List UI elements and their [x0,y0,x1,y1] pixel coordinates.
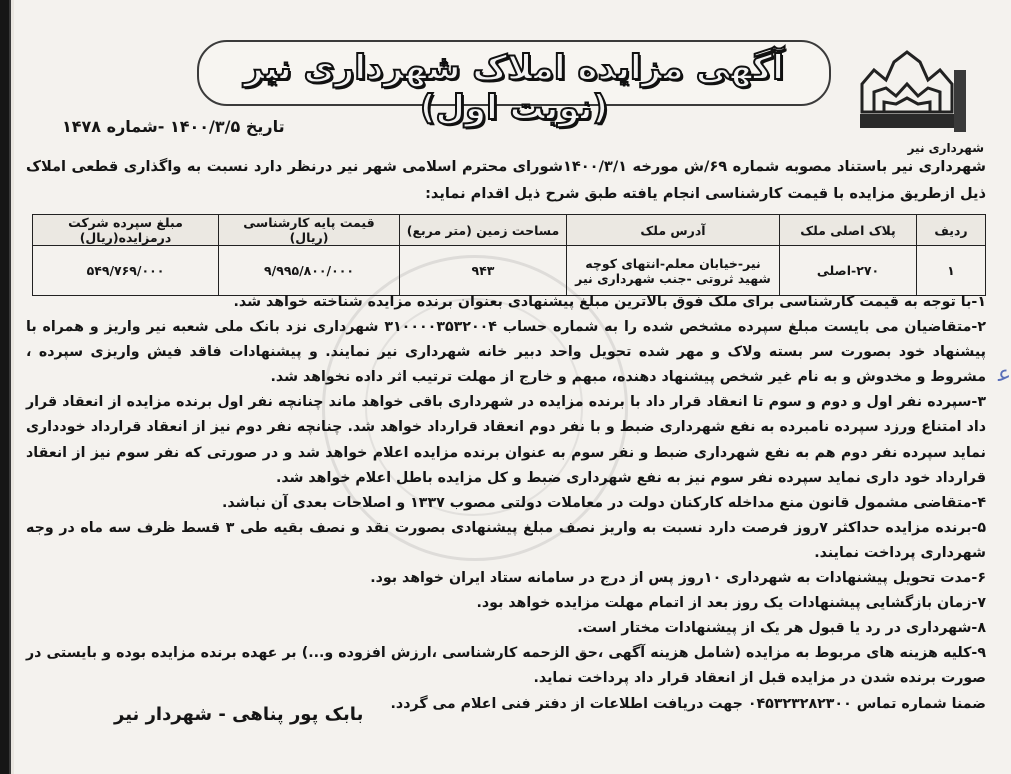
table-header-cell: ردیف [917,215,986,246]
table-header-cell: آدرس ملک [567,215,780,246]
condition-item: ۹-کلیه هزینه های مربوط به مزایده (شامل هزینه آگهی ،حق الزحمه کارشناسی ،ارزش افزوده و...) بر عهده برنده مزایده بوده و بایستی در صورت برنده شدن در مزایده قبل از انعقاد قرار داد پرداخت نماید. [26,645,986,687]
condition-item: ۴-متقاضی مشمول قانون منع مداخله کارکنان دولت در معاملات دولتی مصوب ۱۳۳۷ و اصلاحات بعدی آن نباشد. [221,494,986,511]
table-cell: نیر-خیابان معلم-انتهای کوچه شهید ثروتی -جنب شهرداری نیر [567,246,780,296]
table-header-cell: پلاک اصلی ملک [780,215,917,246]
condition-item: ۵-برنده مزایده حداکثر ۷روز فرصت دارد نسبت به واریز نصف مبلغ پیشنهادی بصورت نقد و نصف بقیه طی ۳ قسط ظرف سه ماه در وجه شهرداری پرداخت نمایند. [26,519,986,561]
page-left-border [0,0,14,774]
intro-paragraph: شهرداری نیر باستناد مصوبه شماره ۶۹/ش مورخه ۱۴۰۰/۳/۱شورای محترم اسلامی شهر نیر درنظر دارد نسبت به واگذاری قطعی املاک ذیل ازطریق مزایده با قیمت کارشناسی انجام یافته طبق شرح ذیل اقدام نماید: [26,158,986,202]
condition-item: ۶-مدت تحویل پیشنهادات به شهرداری ۱۰روز پس از درج در سامانه ستاد ایران خواهد بود. [370,570,986,587]
table-cell: ۱ [917,246,986,296]
table-cell: ۹/۹۹۵/۸۰۰/۰۰۰ [219,246,400,296]
notice-title: آگهی مزایده املاک شهرداری نیر (نوبت اول) [244,48,784,128]
condition-item: ۱-با توجه به قیمت کارشناسی برای ملک فوق بالاترین مبلغ پیشنهادی بعنوان برنده مزایده شناخته خواهد شد. [233,294,986,310]
condition-item: ۸-شهرداری در رد یا قبول هر یک از پیشنهادات مختار است. [577,620,986,637]
title-banner [197,40,831,128]
table-row [33,246,986,296]
contact-note: ضمنا شماره تماس ۰۴۵۳۲۳۲۸۲۳۰۰ جهت دریافت اطلاعات از دفتر فنی اعلام می گردد. [390,695,986,712]
condition-item: ۲-متقاضیان می بایست مبلغ سپرده مشخص شده را به شماره حساب ۳۱۰۰۰۰۳۵۳۲۰۰۴ شهرداری نزد بانک ملی شعبه نیر واریز و همراه با پیشنهاد خود بصورت سر بسته ولاک و مهر شده تحویل واحد دبیر خانه شهرداری نیر نمایند. و پیشنهادات فاقد فیش واریزی سپرده ، مشروط و مخدوش و به نام غیر شخص پیشنهاد دهنده، مبهم و خارج از مهلت ترتیب اثر داده نخواهد شد. [26,319,986,386]
table-header-row [33,215,986,246]
signature-line: بابک پور پناهی - شهردار نیر [114,704,364,725]
conditions-list [26,290,986,717]
table-cell: ۵۴۹/۷۶۹/۰۰۰ [33,246,219,296]
table-cell: ۲۷۰-اصلی [780,246,917,296]
table-header-cell: قیمت پایه کارشناسی (ریال) [219,215,400,246]
logo-caption: شهرداری نیر [907,141,984,155]
table-header-cell: مبلغ سپرده شرکت درمزایده(ریال) [33,215,219,246]
condition-item: ۷-زمان بازگشایی پیشنهادات یک روز بعد از اتمام مهلت مزایده خواهد بود. [476,595,986,612]
notice-page [22,0,1011,774]
date-and-number: تاریخ ۱۴۰۰/۳/۵ -شماره ۱۴۷۸ [62,117,285,136]
municipality-logo [844,40,970,140]
table-cell: ۹۴۳ [400,246,567,296]
pen-mark: ﻋ [998,362,1011,387]
condition-item: ۳-سپرده نفر اول و دوم و سوم تا انعقاد قرار داد با برنده مزایده در شهرداری باقی خواهد ماند چنانچه نفر اول برنده مزایده از انعقاد قرار داد امتناع ورزد سپرده نامبرده به نفع شهرداری ضبط و با نفر دوم انعقاد قرارداد خواهد شد. چنانچه نفر دوم نیز از انعقاد قرارداد خودداری نماید سپرده نفر دوم هم به نفع شهرداری ضبط و نفر سوم به عنوان برنده مزایده اعلام خواهد شد و در صورتی که نفر سوم نیز از انعقاد قرارداد خود داری نماید سپرده نفر سوم نیز به نفع شهرداری ضبط و کل مزایده باطل اعلام خواهد شد. [26,394,986,486]
property-table [32,214,986,296]
table-header-cell: مساحت زمین (متر مربع) [400,215,567,246]
